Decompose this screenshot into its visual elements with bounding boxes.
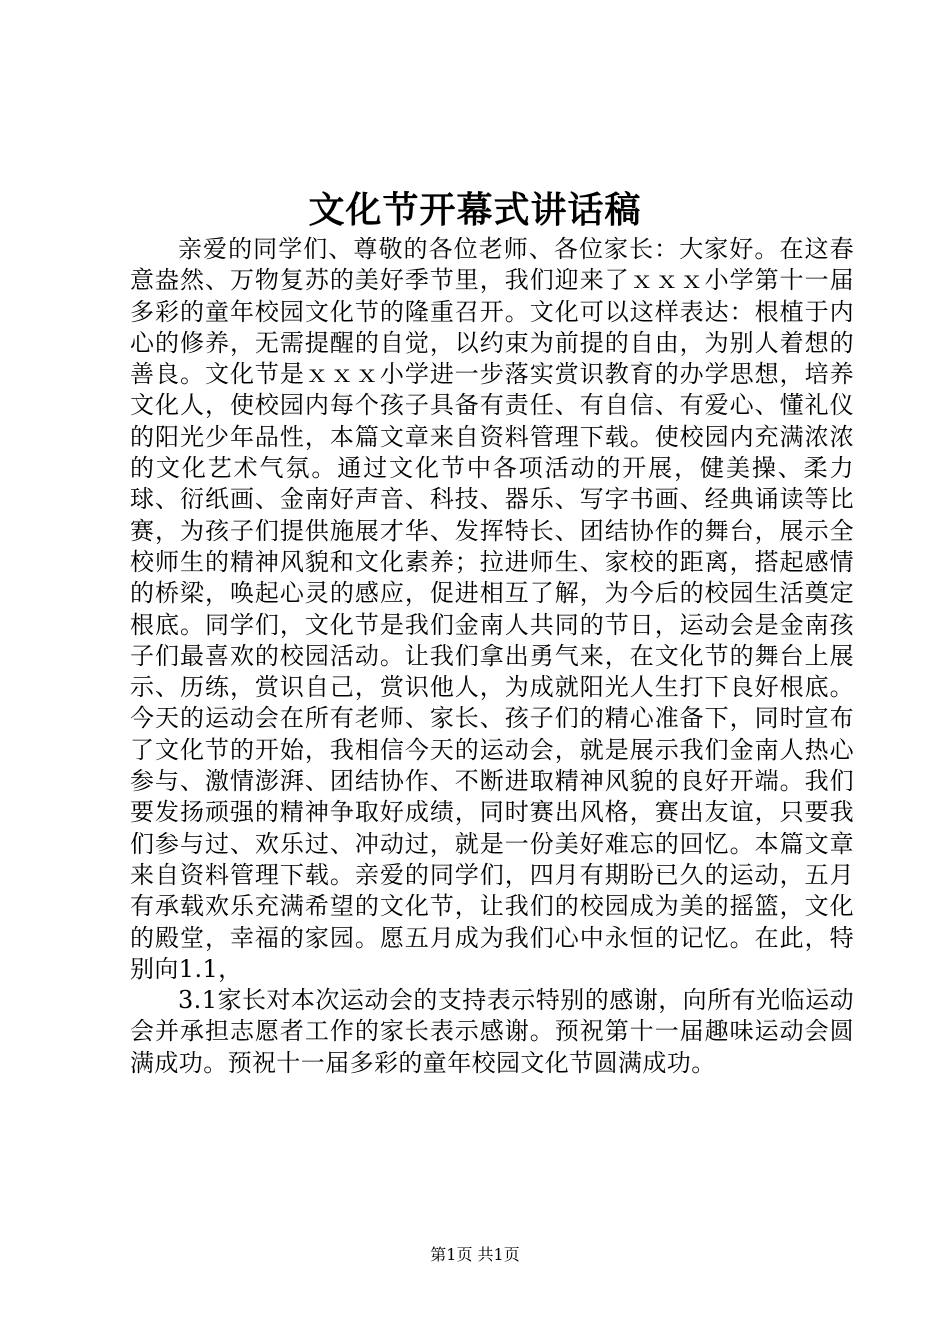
document-body [130,234,854,1079]
paragraph: 3.1家长对本次运动会的支持表示特别的感谢，向所有光临运动会并承担志愿者工作的家长表示感谢。预祝第十一届趣味运动会圆满成功。预祝十一届多彩的童年校园文化节圆满成功。 [130,986,854,1077]
paragraph: 亲爱的同学们、尊敬的各位老师、各位家长：大家好。在这春意盎然、万物复苏的美好季节里，我们迎来了ｘｘｘ小学第十一届多彩的童年校园文化节的隆重召开。文化可以这样表达：根植于内心的修养，无需提醒的自觉，以约束为前提的自由，为别人着想的善良。文化节是ｘｘｘ小学进一步落实赏识教育的办学思想，培养文化人，使校园内每个孩子具备有责任、有自信、有爱心、懂礼仪的阳光少年品性，本篇文章来自资料管理下载。使校园内充满浓浓的文化艺术气氛。通过文化节中各项活动的开展，健美操、柔力球、衍纸画、金南好声音、科技、器乐、写字书画、经典诵读等比赛，为孩子们提供施展才华、发挥特长、团结协作的舞台，展示全校师生的精神风貌和文化素养；拉进师生、家校的距离，搭起感情的桥梁，唤起心灵的感应，促进相互了解，为今后的校园生活奠定根底。同学们，文化节是我们金南人共同的节日，运动会是金南孩子们最喜欢的校园活动。让我们拿出勇气来，在文化节的舞台上展示、历练，赏识自己，赏识他人，为成就阳光人生打下良好根底。今天的运动会在所有老师、家长、孩子们的精心准备下，同时宣布了文化节的开始，我相信今天的运动会，就是展示我们金南人热心参与、激情澎湃、团结协作、不断进取精神风貌的良好开端。我们要发扬顽强的精神争取好成绩，同时赛出风格，赛出友谊，只要我们参与过、欢乐过、冲动过，就是一份美好难忘的回忆。本篇文章来自资料管理下载。亲爱的同学们，四月有期盼已久的运动，五月有承载欢乐充满希望的文化节，让我们的校园成为美的摇篮，文化的殿堂，幸福的家园。愿五月成为我们心中永恒的记忆。在此，特别向1.1， [130,235,854,983]
page-footer: 第1页 共1页 [430,1245,520,1264]
page-title: 文化节开幕式讲话稿 [308,189,642,231]
